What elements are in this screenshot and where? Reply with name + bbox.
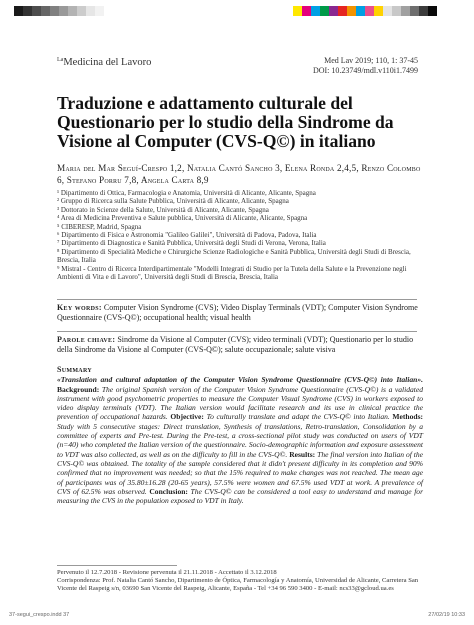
color-registration-bar (293, 6, 437, 16)
color-swatch (68, 6, 77, 16)
footnote-divider (57, 565, 177, 566)
color-swatch (374, 6, 383, 16)
print-timestamp: 27/02/19 10:33 (428, 612, 465, 618)
color-swatch (356, 6, 365, 16)
color-swatch (365, 6, 374, 16)
received-dates: Pervenuto il 12.7.2018 - Revisione pervenuta il 21.11.2018 - Accettato il 3.12.2018 (57, 569, 277, 576)
journal-name: $^{La}$Medicina del Lavoro (57, 57, 152, 68)
color-swatch (419, 6, 428, 16)
article-title: Traduzione e adattamento culturale del Questionario per lo studio della Sindrome da Visione al Computer (CVS-Q©) in italiano (57, 93, 394, 151)
print-file-name: 37-segui_crespo.indd 37 (9, 612, 70, 618)
affiliation-5: ⁵ CIBERESP, Madrid, Spagna (57, 222, 142, 231)
color-swatch (86, 6, 95, 16)
color-swatch (401, 6, 410, 16)
affiliation-8: ⁸ Dipartimento di Specialità Mediche e Chirurgiche Scienze Radiologiche e Sanità Pubblica, Università degli Studi di Brescia, Brescia, Italia (57, 247, 411, 265)
color-swatch (32, 6, 41, 16)
doi: DOI: 10.23749/mdl.v110i1.7499 (312, 66, 418, 75)
color-swatch (410, 6, 419, 16)
affiliation-4: ⁴ Area di Medicina Preventiva e Salute pubblica, Università di Alicante, Alicante, Spagna (57, 214, 308, 223)
citation: Med Lav 2019; 110, 1: 37-45 (324, 56, 418, 65)
author-list: Maria del Mar Seguí-Crespo 1,2, Natalia Cantó Sancho 3, Elena Ronda 2,4,5, Renzo Colombo 6, Stefano Porru 7,8, Angela Carta 8,9 (57, 163, 421, 185)
affiliation-9: ⁹ Mistral - Centro di Ricerca Interdipartimentale "Modelli Integrati di Studio per la Tutela della Salute e la Prevenzione negli Ambienti di Vita e di Lavoro", Università degli Studi di Brescia, Brescia, Italia (57, 264, 407, 282)
correspondence-block (57, 569, 427, 594)
color-swatch (50, 6, 59, 16)
color-swatch (311, 6, 320, 16)
color-swatch (23, 6, 32, 16)
correspondence: Corrispondenza: Prof. Natalia Cantó Sancho, Dipartimento de Óptica, Farmacología y Anatomía, Universidad de Alicante, Carretera San Vicente del Raspeig s/n, 03690 San Vicente del Raspeig, Alicante, España - Tel +34 96 590 3400 - E-mail: ncs33@gcloud.ua.es (57, 577, 419, 593)
summary-heading: Summary (57, 365, 92, 374)
color-swatch (14, 6, 23, 16)
color-swatch (302, 6, 311, 16)
color-swatch (59, 6, 68, 16)
divider (57, 299, 417, 300)
citation-block (313, 56, 418, 76)
color-swatch (320, 6, 329, 16)
affiliation-7: ⁷ Dipartimento di Diagnostica e Sanità Pubblica, Università degli Studi di Verona, Verona, Italia (57, 239, 326, 248)
affiliation-1: ¹ Dipartimento di Ottica, Farmacologia e Anatomia, Università di Alicante, Alicante, Spagna (57, 189, 316, 197)
color-swatch (383, 6, 392, 16)
divider (57, 331, 417, 332)
affiliations (57, 189, 427, 281)
color-swatch (347, 6, 356, 16)
color-swatch (428, 6, 437, 16)
abstract-text: «Translation and cultural adaptation of the Computer Vision Syndrome Questionnaire (CVS-Q©) into Italian». Background: The original Spanish version of the Computer Vision Syndrome Questionnaire (CVS-Q©) is a validated instrument with good psychometric properties to measure the Computer Visual Syndrome (CVS) in workers exposed to video display terminals (VDT). The Italian version would facilitate research and its use in clinical practice the prevention of occupational hazards. Objective: To culturally translate and adapt the CVS-Q© into Italian. Methods: Study with 5 consecutive stages: Direct translation, Synthesis of translations, Retro-translation, Consolidation by a committee of experts and Pre-test. During the Pre-test, a cross-sectional pilot study was conducted on users of VDT (n=40) who completed the Italian version of the questionnaire. Socio-demographic information and exposure assessment to VDT was also collected, as well as on the difficulty to fill in the CVS-Q©. Results: The final version into Italian of the CVS-Q© was obtained. The totality of the sample considered that it didn't present difficulty in its completion and 90% confirmed that no improvement was needed; so that the 15% required to make changes was not reached. The mean age of participants was of 35.80±16.28 (20-65 years), 57.5% were women and 67.5% used VDT at work. A prevalence of CVS of 62.5% was observed. Conclusion: The CVS-Q© can be considered a tool easy to understand and manage for measuring the CVS in the population exposed to VDT in Italy. (57, 375, 424, 506)
affiliation-6: ⁶ Dipartimento di Fisica e Astronomia "Galileo Galilei", Università di Padova, Padova, Italia (57, 231, 317, 240)
grayscale-registration-bar (14, 6, 104, 16)
color-swatch (338, 6, 347, 16)
color-swatch (77, 6, 86, 16)
affiliation-3: ³ Dottorato in Scienze della Salute, Università di Alicante, Alicante, Spagna (57, 205, 269, 214)
color-swatch (329, 6, 338, 16)
color-swatch (95, 6, 104, 16)
affiliation-2: ² Gruppo di Ricerca sulla Salute Pubblica, Università di Alicante, Alicante, Spagna (57, 197, 289, 206)
summary-abstract (57, 365, 423, 505)
parole-chiave: Parole chiave: Sindrome da Visione al Computer (CVS); video terminali (VDT); Questionario per lo studio della Sindrome da Visione al Computer (CVS-Q©); salute occupazionale; salute visiva (57, 335, 414, 354)
color-swatch (293, 6, 302, 16)
color-swatch (41, 6, 50, 16)
color-swatch (392, 6, 401, 16)
key-words: Key words: Computer Vision Syndrome (CVS); Video Display Terminals (VDT); Computer Vision Syndrome Questionnaire (CVS-Q©); occupational health; visual health (57, 303, 418, 322)
